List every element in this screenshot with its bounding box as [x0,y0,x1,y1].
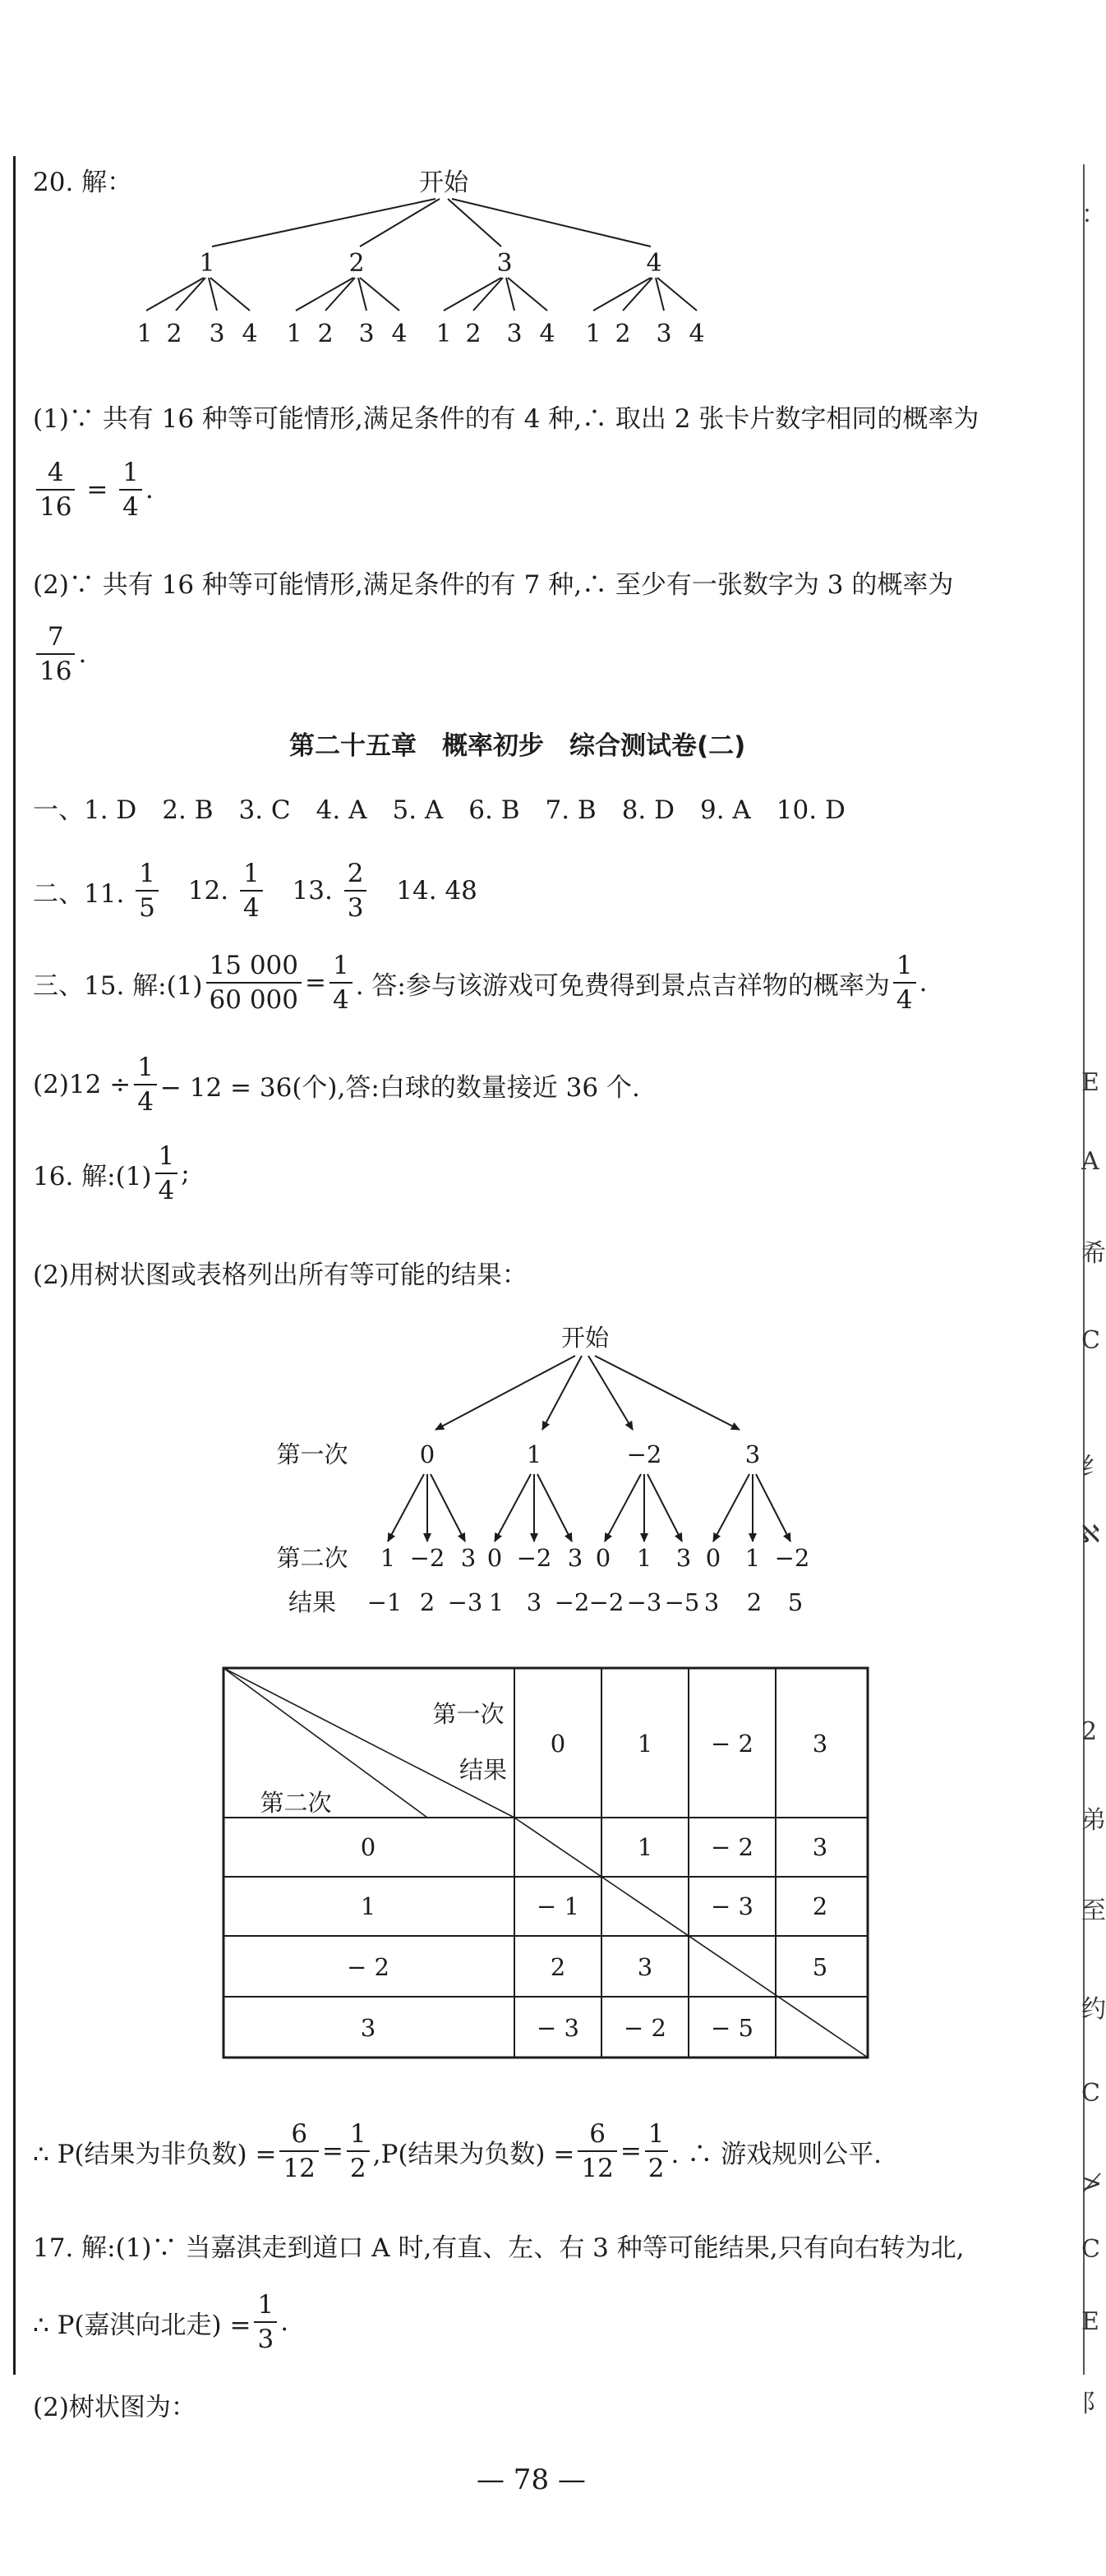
q16-tree-root: 开始 [560,1324,610,1352]
q16-tree-diagram [263,1315,855,1627]
q17-part2-text: (2)树状图为： [33,2393,196,2422]
q20-l2-node: 1 [585,320,601,348]
edge-glyph: 约 [1081,1995,1106,2024]
q16-row2-node: 0 [705,1544,721,1572]
table-cell: − 2 [711,1833,753,1861]
q20-tree-root: 开始 [419,168,468,197]
q16-row3-node: 3 [703,1588,720,1616]
edge-glyph: 2 [1081,1717,1098,1746]
table-cell: − 5 [711,2014,753,2042]
q20-l2-node: 1 [435,320,452,348]
table-col-head: 3 [812,1730,828,1758]
q16-row2-node: 3 [675,1544,692,1572]
q16-row3-node: 2 [419,1588,435,1616]
q16-conclusion: ∴ P(结果为非负数) = $\frac{6}{12}$ = $\frac{1}{2}$ ,P(结果为负数) = $\frac{6}{12}$ = $\frac{1}{2}$ . ∴ 游戏规则公平. [33,2119,882,2184]
q20-part2-formula: $\frac{7}{16}$ . [33,623,86,685]
q16-row3-node: 2 [746,1588,763,1616]
table-cell: 1 [637,1833,653,1861]
table-cell: − 1 [537,1892,579,1920]
q16-row3-node: −2 [588,1588,624,1616]
right-margin-rule [1083,164,1085,2375]
q16-row2-node: 0 [595,1544,611,1572]
q16-row2-node: 1 [380,1544,396,1572]
table-row-head: 1 [360,1892,376,1920]
table-cell: − 3 [711,1892,753,1920]
q16-row3-node: 5 [787,1588,804,1616]
edge-glyph: ： [1081,200,1106,229]
page-number: — 78 — [477,2463,586,2496]
q15-part1: 三、15. 解:(1) $\frac{15 000}{60 000}$ = $\frac{1}{4}$ . 答:参与该游戏可免费得到景点吉祥物的概率为 $\frac{1}{4}$ . [33,951,928,1016]
q20-l2-node: 2 [465,320,482,348]
edge-glyph: E [1081,2307,1099,2336]
q16-row1-node: 0 [419,1440,435,1468]
q20-l2-node: 3 [656,320,672,348]
q20-tree-diagram [115,163,740,360]
q16-result-table [222,1666,871,2061]
q20-l1-node: 2 [348,249,365,278]
table-header-left: 第二次 [260,1789,332,1817]
table-row-head: 0 [360,1833,376,1861]
q16-row3-node: −3 [447,1588,483,1616]
q16-row3-node: 3 [526,1588,542,1616]
q16-row1-node: 3 [744,1440,761,1468]
table-cell: 5 [812,1953,828,1981]
edge-glyph: 阝 [1081,2389,1106,2418]
q20-l2-node: 3 [358,320,375,348]
q16-row2-node: 0 [486,1544,503,1572]
q16-row2-node: 3 [567,1544,583,1572]
edge-glyph: E [1081,1068,1099,1097]
q20-l2-node: 2 [166,320,182,348]
q20-l2-node: 2 [615,320,631,348]
edge-glyph: C [1081,2079,1100,2108]
edge-glyph: 纟 [1081,1453,1106,1482]
table-cell: 3 [637,1953,653,1981]
q16-row3-node: −2 [554,1588,590,1616]
q17-part1-formula: ∴ P(嘉淇向北走) = $\frac{1}{3}$ . [33,2290,289,2355]
q16-row3-node: 1 [488,1588,505,1616]
q20-l2-node: 1 [136,320,153,348]
table-cell: 2 [550,1953,566,1981]
edge-glyph: ℵ [1081,1520,1100,1549]
edge-glyph: ≯ [1081,2169,1103,2198]
edge-glyph: 至 [1081,1896,1106,1925]
q20-l2-node: 4 [539,320,555,348]
q16-row2-node: 1 [636,1544,652,1572]
q20-label: 20. 解： [33,168,133,197]
q16-row1-node: −2 [626,1440,662,1468]
section1-answers: 一、1. D 2. B 3. C 4. A 5. A 6. B 7. B 8. D 9. A 10. D [33,795,846,825]
q16-row2-node: 3 [460,1544,477,1572]
table-header-mid: 结果 [459,1756,508,1784]
q20-l2-node: 4 [689,320,705,348]
q17-part1-text: 17. 解:(1)∵ 当嘉淇走到道口 A 时,有直、左、右 3 种等可能结果,只有向右转为北, [33,2233,965,2263]
q20-l1-node: 1 [199,249,215,278]
table-row-head: − 2 [347,1953,389,1981]
q16-part2-text: (2)用树状图或表格列出所有等可能的结果： [33,1260,528,1290]
table-header-top: 第一次 [432,1700,505,1728]
q20-l1-node: 3 [496,249,513,278]
q20-l1-node: 4 [646,249,662,278]
table-row-head: 3 [360,2014,376,2042]
edge-glyph: 弟 [1081,1806,1106,1835]
q16-row3-node: −1 [366,1588,403,1616]
table-col-head: 0 [550,1730,566,1758]
q16-row2-node: −2 [516,1544,552,1572]
left-margin-rule [13,156,16,2375]
edge-glyph: C [1081,1326,1100,1355]
q20-l2-node: 1 [286,320,302,348]
table-col-head: − 2 [711,1730,753,1758]
q20-l2-node: 3 [506,320,523,348]
q16-row2-node: −2 [774,1544,810,1572]
q16-row2-label: 第二次 [276,1544,348,1572]
q16-row3-node: −3 [626,1588,662,1616]
edge-glyph: A [1081,1147,1099,1176]
table-cell: 2 [812,1892,828,1920]
table-cell: 3 [812,1833,828,1861]
table-col-head: 1 [637,1730,653,1758]
q16-row2-node: −2 [409,1544,445,1572]
q16-row3-node: −5 [664,1588,700,1616]
q20-l2-node: 4 [391,320,408,348]
q16-row3-label: 结果 [288,1588,337,1616]
q16-part1: 16. 解:(1) $\frac{1}{4}$ ; [33,1141,190,1206]
q20-l2-node: 3 [209,320,225,348]
q15-part2: (2)12 ÷ $\frac{1}{4}$ − 12 = 36(个),答:白球的数量接近 36 个. [33,1053,640,1117]
section2-answers: 二、11. $\frac{1}{5}$ 12. $\frac{1}{4}$ 13. $\frac{2}{3}$ 14. 48 [33,859,477,924]
table-cell: − 3 [537,2014,579,2042]
q16-row2-node: 1 [744,1544,761,1572]
q20-l2-node: 2 [317,320,334,348]
q16-row1-node: 1 [526,1440,542,1468]
edge-glyph: 希 [1081,1239,1106,1268]
table-cell: − 2 [624,2014,666,2042]
q20-part1-formula: $\frac{4}{16}$ = $\frac{1}{4}$ . [33,459,154,521]
edge-glyph: C [1081,2235,1100,2264]
q16-row1-label: 第一次 [276,1440,348,1468]
q20-l2-node: 4 [242,320,258,348]
chapter-heading: 第二十五章 概率初步 综合测试卷(二) [289,731,746,761]
q20-part1-text: (1)∵ 共有 16 种等可能情形,满足条件的有 4 种,∴ 取出 2 张卡片数字相同的概率为 [33,404,979,434]
q20-part2-text: (2)∵ 共有 16 种等可能情形,满足条件的有 7 种,∴ 至少有一张数字为 3 的概率为 [33,570,954,600]
